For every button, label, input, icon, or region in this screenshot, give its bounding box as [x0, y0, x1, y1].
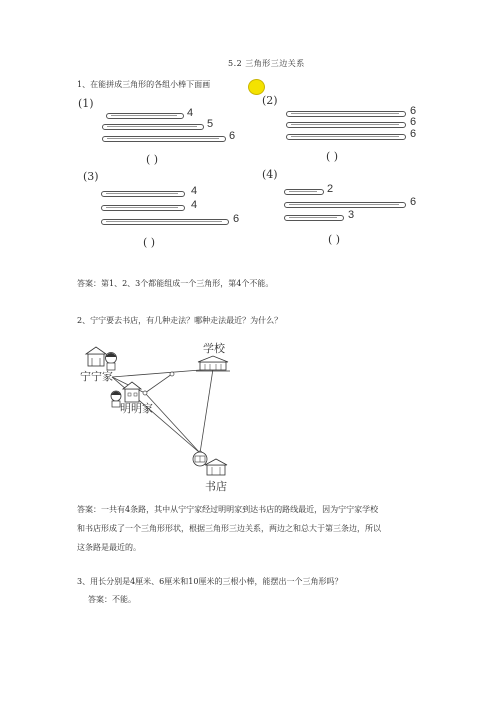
group-1-answer-blank[interactable]: ( ) — [146, 153, 159, 166]
group-3-answer-blank[interactable]: ( ) — [143, 236, 156, 249]
stick-g2-1-length: 6 — [410, 105, 417, 117]
stick-g3-1-length: 4 — [191, 185, 198, 197]
question-1-answer: 答案：第1、2、3个都能组成一个三角形，第4个不能。 — [77, 279, 274, 288]
question-2-answer-line-2: 和书店形成了一个三角形形状，根据三角形三边关系，两边之和总大于第三条边，所以 — [77, 524, 381, 533]
place-label-school: 学校 — [203, 342, 225, 355]
stick-g2-2-length: 6 — [410, 116, 417, 128]
place-label-mingming: 明明家 — [120, 402, 153, 415]
question-1-text: 1、在能拼成三角形的各组小棒下面画 — [77, 80, 211, 89]
stick-g4-2-length: 6 — [410, 196, 417, 208]
stick-g2-3-length: 6 — [410, 128, 417, 140]
school-icon — [196, 356, 230, 371]
question-3-answer: 答案：不能。 — [88, 595, 136, 604]
bookstore-icon — [193, 452, 227, 475]
stick-g3-2-length: 4 — [191, 199, 198, 211]
stick-g4-1-length: 2 — [327, 183, 334, 195]
group-3-label: (3) — [83, 170, 99, 183]
group-1-label: (1) — [78, 97, 94, 110]
stick-g1-1-length: 4 — [187, 107, 194, 119]
question-2-answer-line-3: 这条路是最近的。 — [77, 543, 141, 552]
question-3-text: 3、用长分别是4厘米、6厘米和10厘米的三根小棒，能摆出一个三角形吗？ — [77, 577, 343, 586]
question-2-answer-line-1: 答案：一共有4条路，其中从宁宁家经过明明家到达书店的路线最近，因为宁宁家学校 — [77, 505, 379, 514]
place-label-bookstore: 书店 — [205, 480, 227, 493]
page-title: 5.2 三角形三边关系 — [228, 59, 305, 68]
question-2-text: 2、宁宁要去书店，有几种走法？哪种走法最近？为什么？ — [77, 316, 283, 325]
stick-g1-2-length: 5 — [207, 118, 214, 130]
group-2-label: (2) — [262, 94, 278, 107]
stick-g3-3-length: 6 — [233, 213, 240, 225]
stick-g4-3-length: 3 — [348, 209, 355, 221]
stick-g1-3-length: 6 — [229, 130, 236, 142]
ningning-house-icon — [86, 347, 117, 370]
place-label-ningning: 宁宁家 — [80, 370, 113, 383]
group-2-answer-blank[interactable]: ( ) — [326, 150, 339, 163]
group-4-answer-blank[interactable]: ( ) — [328, 233, 341, 246]
group-4-label: (4) — [262, 168, 278, 181]
